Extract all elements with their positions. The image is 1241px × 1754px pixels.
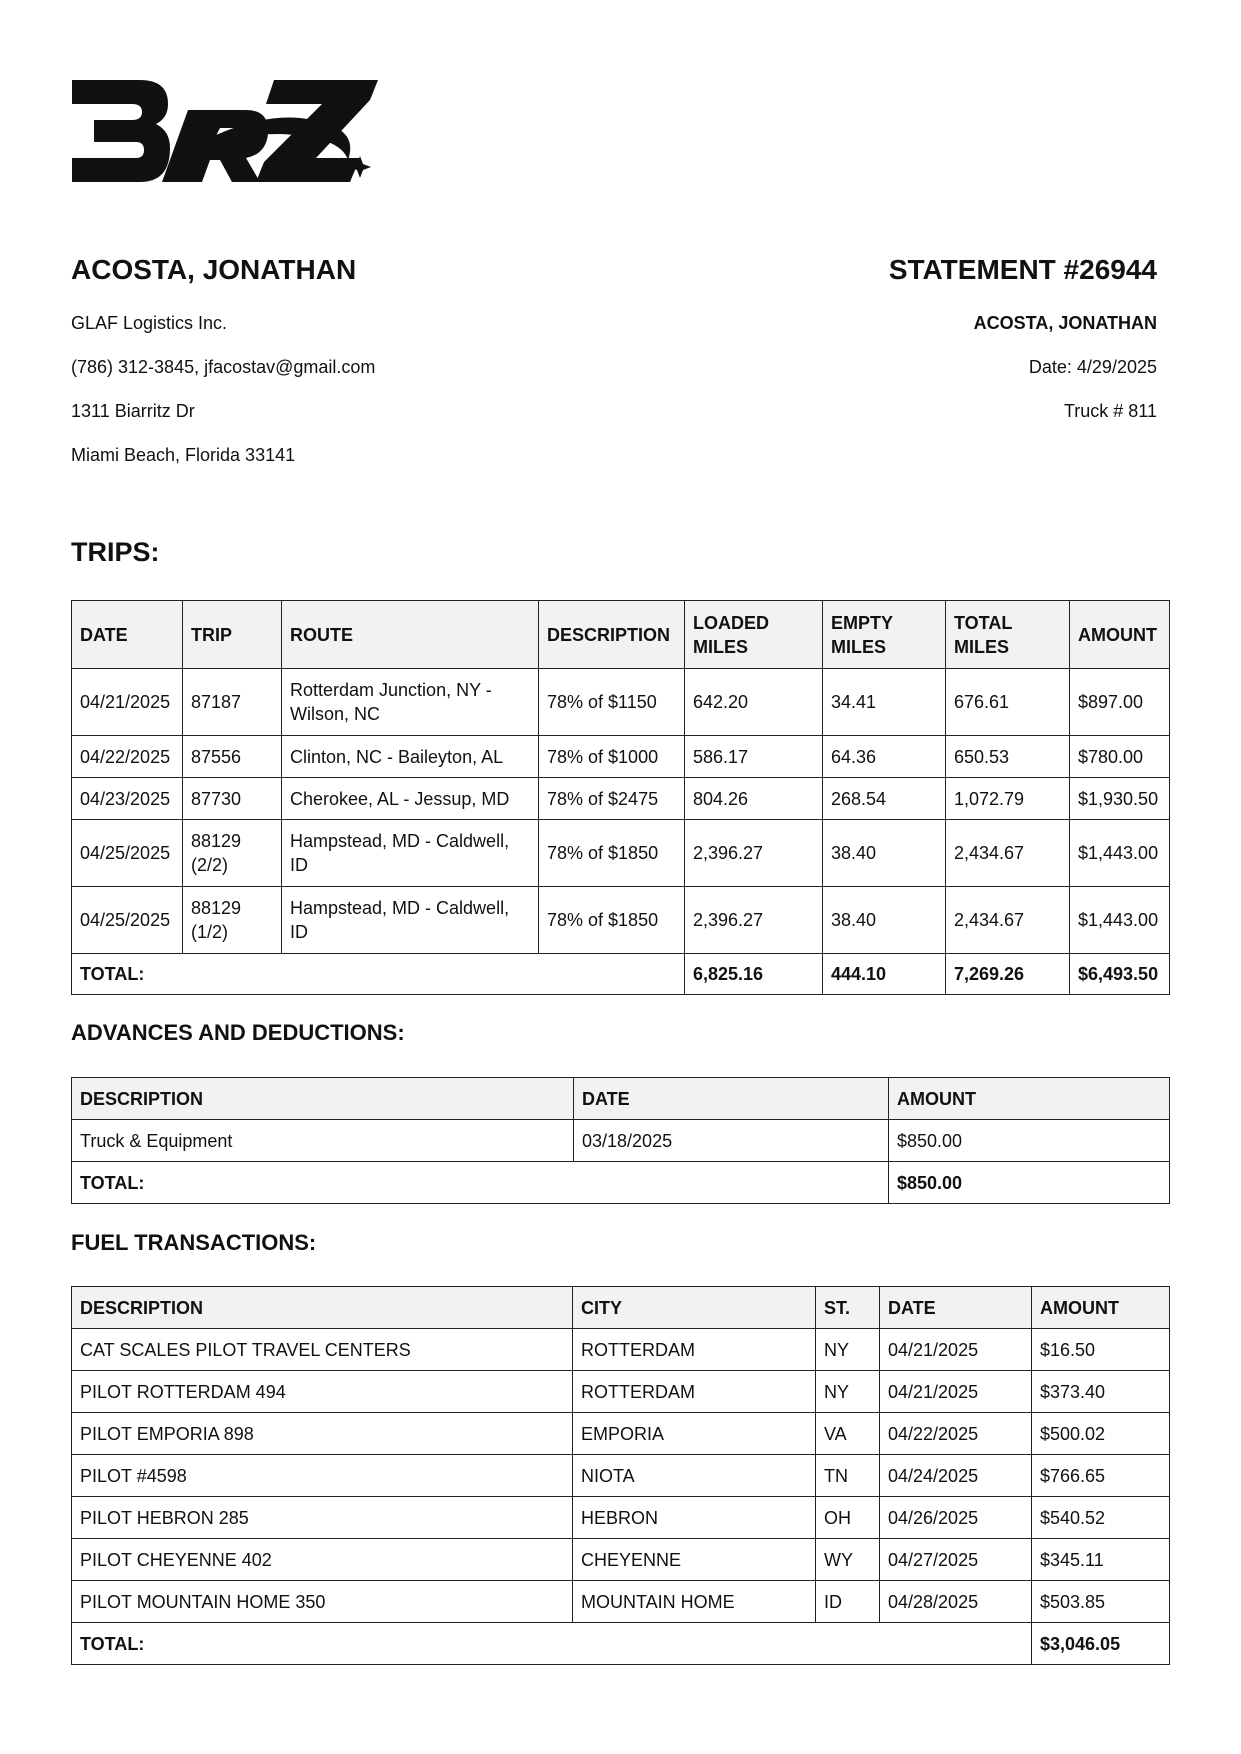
- trip-empty-miles: 38.40: [823, 887, 946, 954]
- statement-info: [974, 312, 1157, 444]
- fuel-date: 04/22/2025: [880, 1413, 1032, 1455]
- trip-description: 78% of $2475: [539, 778, 685, 820]
- trips-total-row: [72, 954, 1170, 995]
- statement-driver-name: ACOSTA, JONATHAN: [973, 313, 1157, 333]
- brz-logo: [70, 78, 380, 198]
- advance-amount: $850.00: [889, 1120, 1170, 1162]
- company-name: GLAF Logistics Inc.: [71, 313, 228, 333]
- fuel-description: PILOT CHEYENNE 402: [72, 1539, 573, 1581]
- col-header-amount: AMOUNT: [1032, 1287, 1170, 1329]
- fuel-state: NY: [816, 1329, 880, 1371]
- col-header-date: DATE: [880, 1287, 1032, 1329]
- col-header-description: DESCRIPTION: [539, 601, 685, 669]
- truck-number: Truck # 811: [1063, 401, 1157, 421]
- trip-number: 87730: [183, 778, 282, 820]
- fuel-amount: $345.11: [1032, 1539, 1170, 1581]
- trip-empty-miles: 64.36: [823, 736, 946, 778]
- fuel-description: PILOT #4598: [72, 1455, 573, 1497]
- fuel-title: FUEL TRANSACTIONS:: [71, 1230, 317, 1255]
- fuel-header-row: [72, 1287, 1170, 1329]
- fuel-date: 04/21/2025: [880, 1329, 1032, 1371]
- trip-empty-miles: 268.54: [823, 778, 946, 820]
- fuel-date: 04/28/2025: [880, 1581, 1032, 1623]
- fuel-description: PILOT MOUNTAIN HOME 350: [72, 1581, 573, 1623]
- trip-empty-miles: 38.40: [823, 820, 946, 887]
- col-header-amount: AMOUNT: [889, 1078, 1170, 1120]
- trips-total-label: TOTAL:: [72, 954, 685, 995]
- trip-empty-miles: 34.41: [823, 669, 946, 736]
- col-header-date: DATE: [574, 1078, 889, 1120]
- statement-title: STATEMENT #26944: [888, 254, 1157, 285]
- col-header-date: DATE: [72, 601, 183, 669]
- fuel-state: ID: [816, 1581, 880, 1623]
- table-row: [72, 1497, 1170, 1539]
- trips-total-empty-miles: 444.10: [823, 954, 946, 995]
- col-header-route: ROUTE: [282, 601, 539, 669]
- trip-date: 04/23/2025: [72, 778, 183, 820]
- trip-amount: $1,443.00: [1070, 887, 1170, 954]
- trip-loaded-miles: 2,396.27: [685, 887, 823, 954]
- col-header-total-miles: TOTAL MILES: [946, 601, 1070, 669]
- fuel-date: 04/24/2025: [880, 1455, 1032, 1497]
- trip-amount: $1,443.00: [1070, 820, 1170, 887]
- col-header-loaded-miles: LOADED MILES: [685, 601, 823, 669]
- fuel-date: 04/21/2025: [880, 1371, 1032, 1413]
- trip-amount: $1,930.50: [1070, 778, 1170, 820]
- trip-number: 87187: [183, 669, 282, 736]
- trip-loaded-miles: 586.17: [685, 736, 823, 778]
- table-row: [72, 1581, 1170, 1623]
- trips-total-amount: $6,493.50: [1070, 954, 1170, 995]
- col-header-city: CITY: [573, 1287, 816, 1329]
- fuel-amount: $500.02: [1032, 1413, 1170, 1455]
- trip-total-miles: 2,434.67: [946, 887, 1070, 954]
- fuel-date: 04/27/2025: [880, 1539, 1032, 1581]
- table-row: [72, 1455, 1170, 1497]
- col-header-amount: AMOUNT: [1070, 601, 1170, 669]
- trips-total-loaded-miles: 6,825.16: [685, 954, 823, 995]
- contact-info: (786) 312-3845, jfacostav@gmail.com: [71, 357, 376, 377]
- advances-total-amount: $850.00: [889, 1162, 1170, 1204]
- trip-total-miles: 650.53: [946, 736, 1070, 778]
- table-row: [72, 820, 1170, 887]
- statement-date: Date: 4/29/2025: [1028, 357, 1157, 377]
- trip-total-miles: 1,072.79: [946, 778, 1070, 820]
- fuel-description: CAT SCALES PILOT TRAVEL CENTERS: [72, 1329, 573, 1371]
- fuel-city: EMPORIA: [573, 1413, 816, 1455]
- fuel-description: PILOT ROTTERDAM 494: [72, 1371, 573, 1413]
- fuel-amount: $766.65: [1032, 1455, 1170, 1497]
- col-header-empty-miles: EMPTY MILES: [823, 601, 946, 669]
- col-header-description: DESCRIPTION: [72, 1078, 574, 1120]
- advance-date: 03/18/2025: [574, 1120, 889, 1162]
- table-row: [72, 1539, 1170, 1581]
- fuel-city: CHEYENNE: [573, 1539, 816, 1581]
- fuel-state: WY: [816, 1539, 880, 1581]
- trip-number: 88129 (1/2): [183, 887, 282, 954]
- table-row: [72, 736, 1170, 778]
- fuel-table: [71, 1286, 1170, 1665]
- trips-total-total-miles: 7,269.26: [946, 954, 1070, 995]
- trip-total-miles: 2,434.67: [946, 820, 1070, 887]
- advances-header-row: [72, 1078, 1170, 1120]
- trip-route: Hampstead, MD - Caldwell, ID: [282, 887, 539, 954]
- trip-description: 78% of $1150: [539, 669, 685, 736]
- col-header-description: DESCRIPTION: [72, 1287, 573, 1329]
- trip-number: 88129 (2/2): [183, 820, 282, 887]
- fuel-total-row: [72, 1623, 1170, 1665]
- trip-description: 78% of $1850: [539, 820, 685, 887]
- table-row: [72, 778, 1170, 820]
- trip-description: 78% of $1000: [539, 736, 685, 778]
- trips-table: [71, 600, 1170, 995]
- trip-total-miles: 676.61: [946, 669, 1070, 736]
- fuel-amount: $540.52: [1032, 1497, 1170, 1539]
- fuel-city: ROTTERDAM: [573, 1329, 816, 1371]
- fuel-state: TN: [816, 1455, 880, 1497]
- fuel-description: PILOT EMPORIA 898: [72, 1413, 573, 1455]
- trip-date: 04/21/2025: [72, 669, 183, 736]
- trip-date: 04/22/2025: [72, 736, 183, 778]
- advances-title: ADVANCES AND DEDUCTIONS:: [71, 1020, 405, 1045]
- trip-date: 04/25/2025: [72, 820, 183, 887]
- advances-total-row: [72, 1162, 1170, 1204]
- advances-table: [71, 1077, 1170, 1204]
- fuel-amount: $16.50: [1032, 1329, 1170, 1371]
- fuel-description: PILOT HEBRON 285: [72, 1497, 573, 1539]
- fuel-state: VA: [816, 1413, 880, 1455]
- trip-route: Hampstead, MD - Caldwell, ID: [282, 820, 539, 887]
- fuel-city: HEBRON: [573, 1497, 816, 1539]
- table-row: [72, 669, 1170, 736]
- trips-title: TRIPS:: [71, 537, 160, 567]
- trip-amount: $897.00: [1070, 669, 1170, 736]
- table-row: [72, 1371, 1170, 1413]
- trip-loaded-miles: 642.20: [685, 669, 823, 736]
- col-header-trip: TRIP: [183, 601, 282, 669]
- table-row: [72, 1329, 1170, 1371]
- trip-loaded-miles: 804.26: [685, 778, 823, 820]
- trip-description: 78% of $1850: [539, 887, 685, 954]
- advances-total-label: TOTAL:: [72, 1162, 889, 1204]
- driver-info: [71, 312, 375, 488]
- trip-route: Cherokee, AL - Jessup, MD: [282, 778, 539, 820]
- address-line2: Miami Beach, Florida 33141: [71, 445, 296, 465]
- fuel-total-label: TOTAL:: [72, 1623, 1032, 1665]
- table-row: [72, 1120, 1170, 1162]
- advance-description: Truck & Equipment: [72, 1120, 574, 1162]
- trip-route: Rotterdam Junction, NY - Wilson, NC: [282, 669, 539, 736]
- fuel-amount: $373.40: [1032, 1371, 1170, 1413]
- fuel-city: ROTTERDAM: [573, 1371, 816, 1413]
- fuel-state: OH: [816, 1497, 880, 1539]
- trip-date: 04/25/2025: [72, 887, 183, 954]
- fuel-city: NIOTA: [573, 1455, 816, 1497]
- trip-amount: $780.00: [1070, 736, 1170, 778]
- fuel-total-amount: $3,046.05: [1032, 1623, 1170, 1665]
- trip-loaded-miles: 2,396.27: [685, 820, 823, 887]
- trip-number: 87556: [183, 736, 282, 778]
- table-row: [72, 887, 1170, 954]
- trips-header-row: [72, 601, 1170, 669]
- table-row: [72, 1413, 1170, 1455]
- driver-name: ACOSTA, JONATHAN: [71, 254, 357, 285]
- address-line1: 1311 Biarritz Dr: [71, 401, 195, 421]
- fuel-state: NY: [816, 1371, 880, 1413]
- trip-route: Clinton, NC - Baileyton, AL: [282, 736, 539, 778]
- fuel-amount: $503.85: [1032, 1581, 1170, 1623]
- fuel-date: 04/26/2025: [880, 1497, 1032, 1539]
- col-header-state: ST.: [816, 1287, 880, 1329]
- fuel-city: MOUNTAIN HOME: [573, 1581, 816, 1623]
